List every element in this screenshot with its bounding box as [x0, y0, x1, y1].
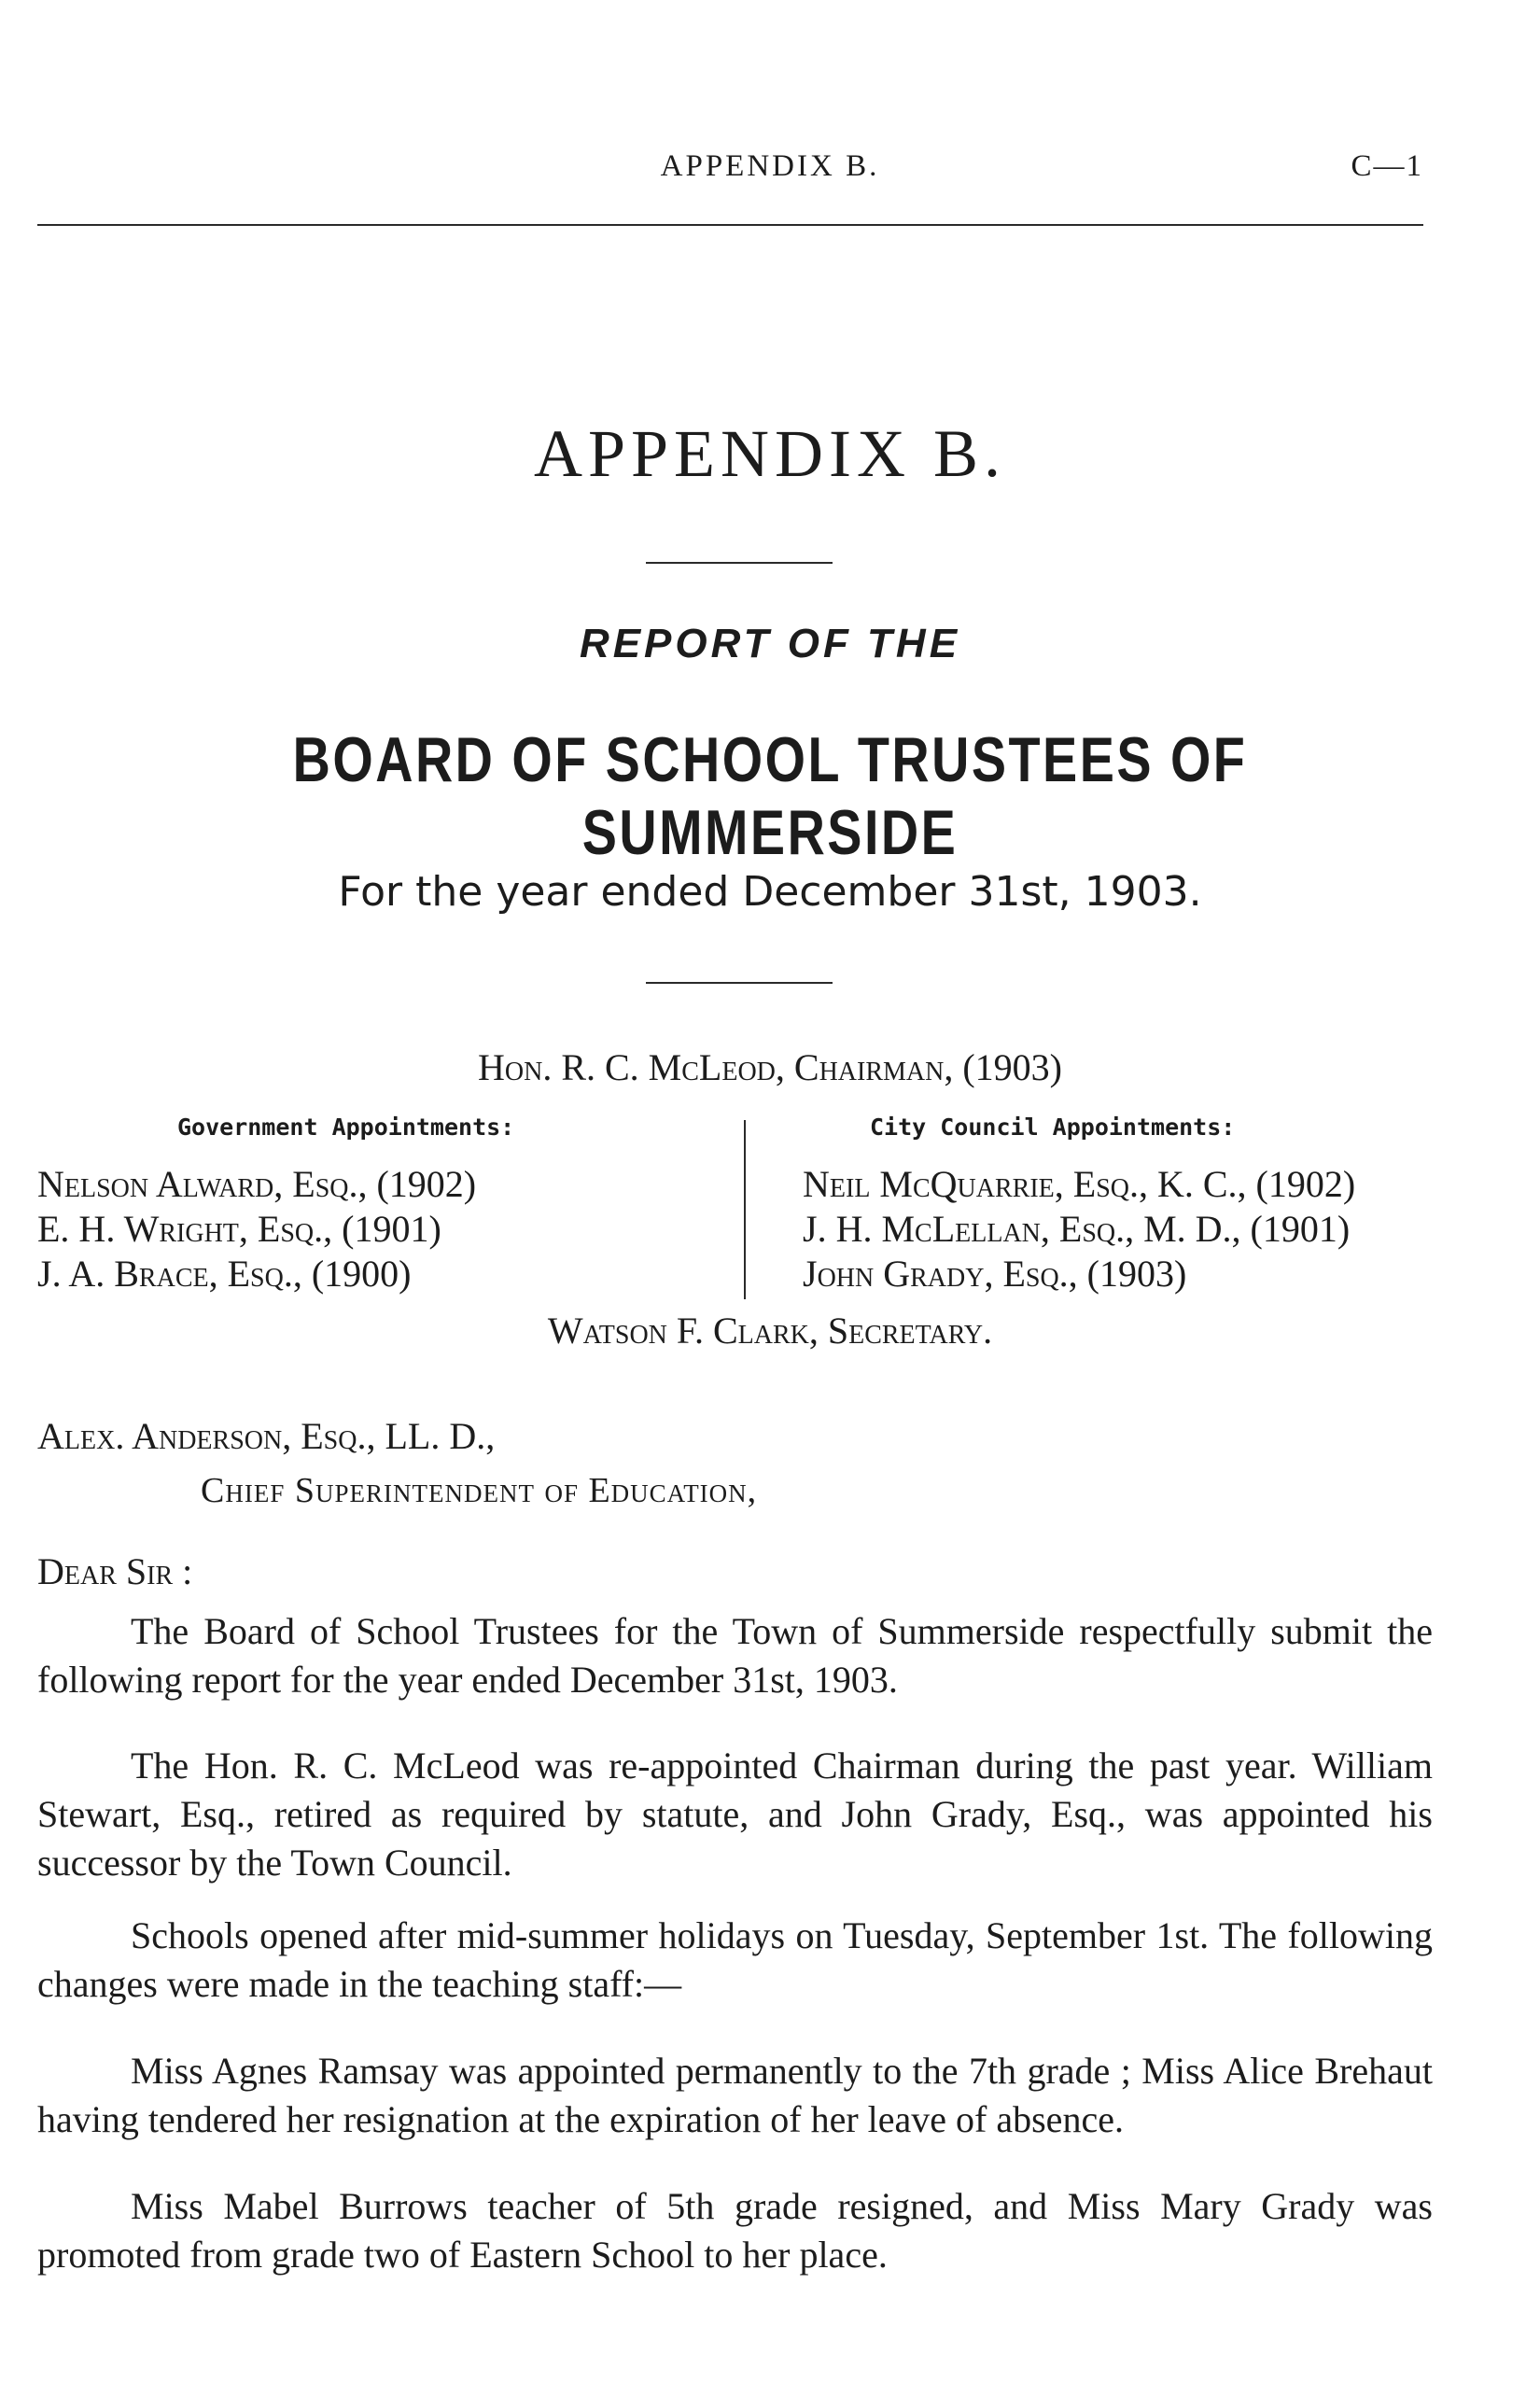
column-divider — [744, 1120, 746, 1299]
member-entry: John Grady, Esq., (1903) — [803, 1253, 1187, 1295]
body-paragraph: Schools opened after mid-summer holidays on Tuesday, September 1st. The following changes were made in the teaching staff:— — [37, 1914, 1433, 2005]
board-title: BOARD OF SCHOOL TRUSTEES OF SUMMERSIDE — [292, 724, 1248, 868]
running-head-title: APPENDIX B. — [660, 149, 880, 183]
member-entry: Neil McQuarrie, Esq., K. C., (1902) — [803, 1163, 1356, 1205]
body-paragraph: Miss Agnes Ramsay was appointed permanently to the 7th grade ; Miss Alice Brehaut having tendered her resignation at the expiration of her leave of absence. — [37, 2050, 1433, 2140]
member-entry: J. H. McLellan, Esq., M. D., (1901) — [803, 1208, 1351, 1250]
body-paragraph: The Hon. R. C. McLeod was re-appointed Chairman during the past year. William Stewart, Esq., retired as required by statute, and John Grady, Esq., was appointed his successor by the Town Council. — [37, 1744, 1433, 1884]
addressee-title: Chief Superintendent of Education, — [201, 1471, 758, 1510]
city-council-members — [803, 1162, 1355, 1296]
title-rule — [646, 562, 833, 564]
government-members — [37, 1162, 476, 1296]
city-council-heading: City Council Appointments: — [870, 1114, 1236, 1141]
salutation: Dear Sir : — [37, 1550, 193, 1592]
member-entry: J. A. Brace, Esq., (1900) — [37, 1253, 412, 1295]
year-line: For the year ended December 31st, 1903. — [338, 868, 1202, 916]
year-rule — [646, 982, 833, 984]
running-head — [0, 149, 1540, 196]
page-title: APPENDIX B. — [533, 416, 1007, 491]
member-entry: Nelson Alward, Esq., (1902) — [37, 1163, 477, 1205]
body-paragraph: The Board of School Trustees for the Town of Summerside respectfully submit the following report for the year ended December 31st, 1903. — [37, 1610, 1433, 1701]
government-heading: Government Appointments: — [177, 1114, 515, 1141]
chairman-line: Hon. R. C. McLeod, Chairman, (1903) — [477, 1046, 1062, 1088]
header-rule — [37, 224, 1423, 226]
page-folio: C—1 — [1351, 149, 1423, 183]
body-paragraph: Miss Mabel Burrows teacher of 5th grade resigned, and Miss Mary Grady was promoted from grade two of Eastern School to her place. — [37, 2185, 1433, 2276]
addressee-name: Alex. Anderson, Esq., LL. D., — [37, 1415, 496, 1457]
report-subtitle: REPORT OF THE — [579, 621, 961, 666]
secretary-line: Watson F. Clark, Secretary. — [547, 1310, 993, 1352]
member-entry: E. H. Wright, Esq., (1901) — [37, 1208, 441, 1250]
